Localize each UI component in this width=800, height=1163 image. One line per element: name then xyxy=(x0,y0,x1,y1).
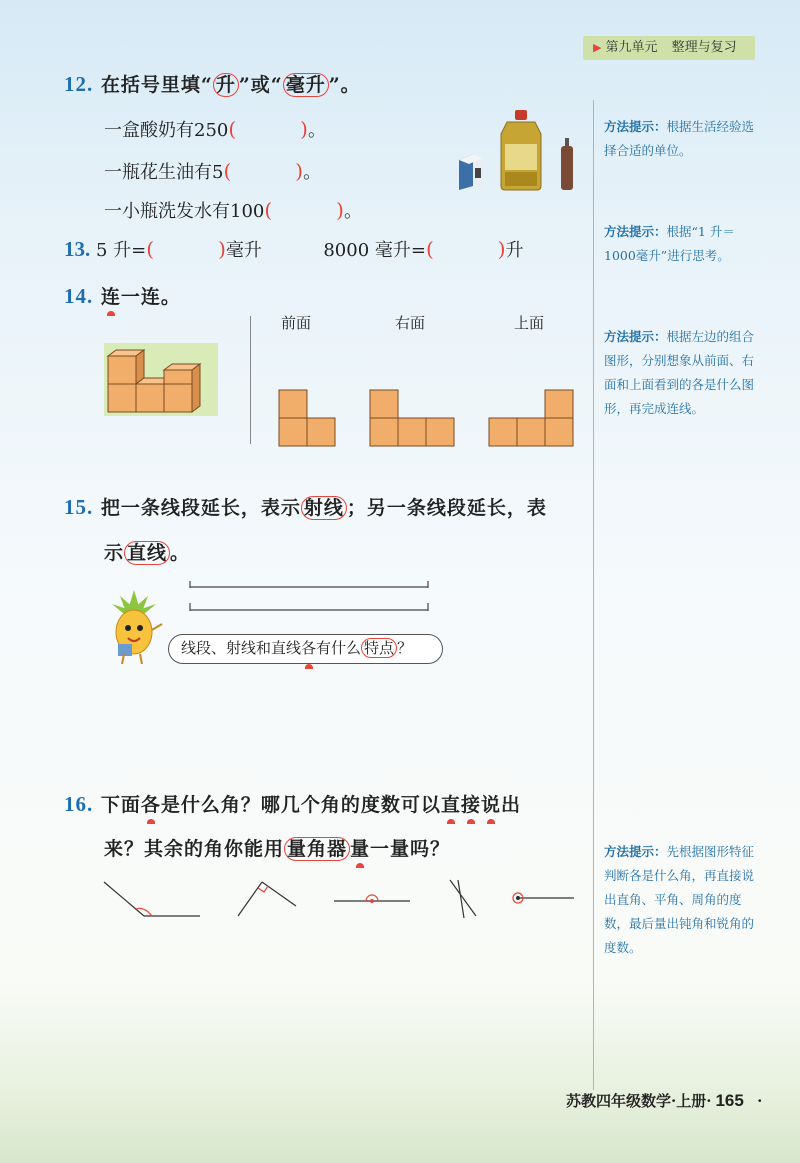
hint-label: 方法提示： xyxy=(604,329,667,344)
q16-word-protractor: 量角器 xyxy=(284,837,350,861)
angle-figures xyxy=(100,872,580,922)
q12-word-haosheng: 毫升 xyxy=(283,73,329,97)
q13-part2-text: 8000 毫升= xyxy=(323,240,426,261)
hint-text: 根据生活经验选择合适的单位。 xyxy=(604,119,755,158)
q16-emph-shuo: 说 xyxy=(481,790,501,817)
separator-line xyxy=(250,316,251,444)
oil-bottle-icon xyxy=(501,110,541,190)
hint-text: 根据左边的组合图形，分别想象从前面、右面和上面看到的各是什么图形，再完成连线。 xyxy=(604,329,755,416)
speech-bubble xyxy=(168,634,443,664)
hint-label: 方法提示： xyxy=(604,844,667,859)
hint-label: 方法提示： xyxy=(604,224,667,239)
hint-1 xyxy=(604,115,764,163)
q12-prompt-pre: 在括号里填“ xyxy=(100,74,213,96)
q12-item-2-text: 一瓶花生油有5 xyxy=(104,162,224,183)
hint-text: 根据“1 升＝1000毫升”进行思考。 xyxy=(604,224,735,263)
q15-text-d: 。 xyxy=(170,542,191,564)
q15-line1 xyxy=(64,493,547,520)
q15-text-b: ；另一条线段延长，表 xyxy=(346,497,547,519)
view-label-right: 右面 xyxy=(395,314,426,332)
bubble-text-a: 线段、射线和直线 xyxy=(181,639,302,657)
answer-blank[interactable]: ( ) xyxy=(425,237,506,261)
sidebar-divider xyxy=(593,100,594,1090)
q12-prompt-mid: ”或“ xyxy=(238,74,283,96)
q12-word-sheng: 升 xyxy=(213,73,239,97)
hint-2 xyxy=(604,220,764,268)
q15-line2 xyxy=(104,538,190,565)
view-figures xyxy=(278,389,578,449)
q15-number: 15. xyxy=(64,495,94,519)
q12-item-1-post: 。 xyxy=(307,120,326,141)
q16-emph-ge: 各 xyxy=(141,790,161,817)
q12-item-1 xyxy=(104,116,326,142)
q15-word-ray: 射线 xyxy=(301,496,347,520)
q16-text-a: 下面 xyxy=(100,794,141,816)
product-illustration xyxy=(455,108,585,192)
q13-number: 13. xyxy=(64,237,91,261)
q12-item-3-post: 。 xyxy=(343,201,362,222)
q14-prompt-text: 一连。 xyxy=(120,286,181,308)
q14-number: 14. xyxy=(64,284,94,308)
q14-prompt xyxy=(64,282,181,309)
q16-emph-zhi: 直 xyxy=(441,790,461,817)
q16-text-e: 一量吗？ xyxy=(370,838,451,860)
q13-part1-text: 5 升= xyxy=(95,240,147,261)
pineapple-mascot-icon xyxy=(104,588,166,666)
q12-item-2-post: 。 xyxy=(303,162,322,183)
shampoo-bottle-icon xyxy=(561,138,573,190)
q13-part1-unit: 毫升 xyxy=(225,240,262,261)
q15-text-a: 把一条线段延长，表示 xyxy=(100,497,301,519)
q12-item-1-text: 一盒酸奶有250 xyxy=(104,120,229,141)
bubble-word-feature: 特点 xyxy=(361,638,397,658)
q12-item-3 xyxy=(104,197,362,223)
q16-text-d: 来？其余的角你能用 xyxy=(104,838,285,860)
unit-label: 第九单元 xyxy=(605,40,658,55)
q12-prompt-post: ”。 xyxy=(328,74,361,96)
q16-emph-liang: 量 xyxy=(350,834,370,861)
q16-number: 16. xyxy=(64,792,94,816)
view-label-top: 上面 xyxy=(514,314,545,332)
answer-blank[interactable]: ( ) xyxy=(228,117,308,141)
q16-text-c: 出 xyxy=(500,794,521,816)
bubble-text-b: 有什么 xyxy=(316,639,362,657)
q12-item-3-text: 一小瓶洗发水有100 xyxy=(104,201,265,222)
chapter-tab xyxy=(583,36,755,60)
q12-number: 12. xyxy=(64,72,94,96)
hint-4 xyxy=(604,840,764,960)
q12-item-2 xyxy=(104,158,321,184)
footer-dot: · xyxy=(757,1092,763,1110)
book-title: 苏教四年级数学·上册· xyxy=(566,1092,712,1110)
line-segments xyxy=(188,578,433,618)
hint-text: 先根据图形特征判断各是什么角，再直接说出直角、平角、周角的度数，最后量出钝角和锐角的度数。 xyxy=(604,844,755,955)
bubble-text-c: ？ xyxy=(397,639,413,657)
page-number: 165 xyxy=(715,1091,744,1110)
answer-blank[interactable]: ( ) xyxy=(146,237,226,261)
q14-prompt-emph: 连 xyxy=(101,282,121,309)
hint-label: 方法提示： xyxy=(604,119,667,134)
q13-part2-unit: 升 xyxy=(505,240,524,261)
bubble-emph: 各 xyxy=(301,635,316,662)
q16-line2 xyxy=(104,834,450,861)
cube-solid-figure xyxy=(106,346,218,416)
q15-word-line: 直线 xyxy=(124,541,170,565)
q16-emph-jie: 接 xyxy=(461,790,481,817)
answer-blank[interactable]: ( ) xyxy=(264,198,344,222)
q16-text-b: 是什么角？哪几个角的度数可以 xyxy=(160,794,441,816)
q15-text-c: 示 xyxy=(104,542,125,564)
q13-row xyxy=(64,236,524,262)
q16-line1 xyxy=(64,790,521,817)
q12-prompt xyxy=(64,70,361,97)
section-label: 整理与复习 xyxy=(671,40,737,55)
answer-blank[interactable]: ( ) xyxy=(223,159,304,183)
hint-3 xyxy=(604,325,764,421)
page-footer xyxy=(566,1090,762,1111)
triangle-icon: ▶ xyxy=(593,41,602,54)
view-label-front: 前面 xyxy=(281,314,312,332)
yogurt-box-icon xyxy=(459,154,483,190)
